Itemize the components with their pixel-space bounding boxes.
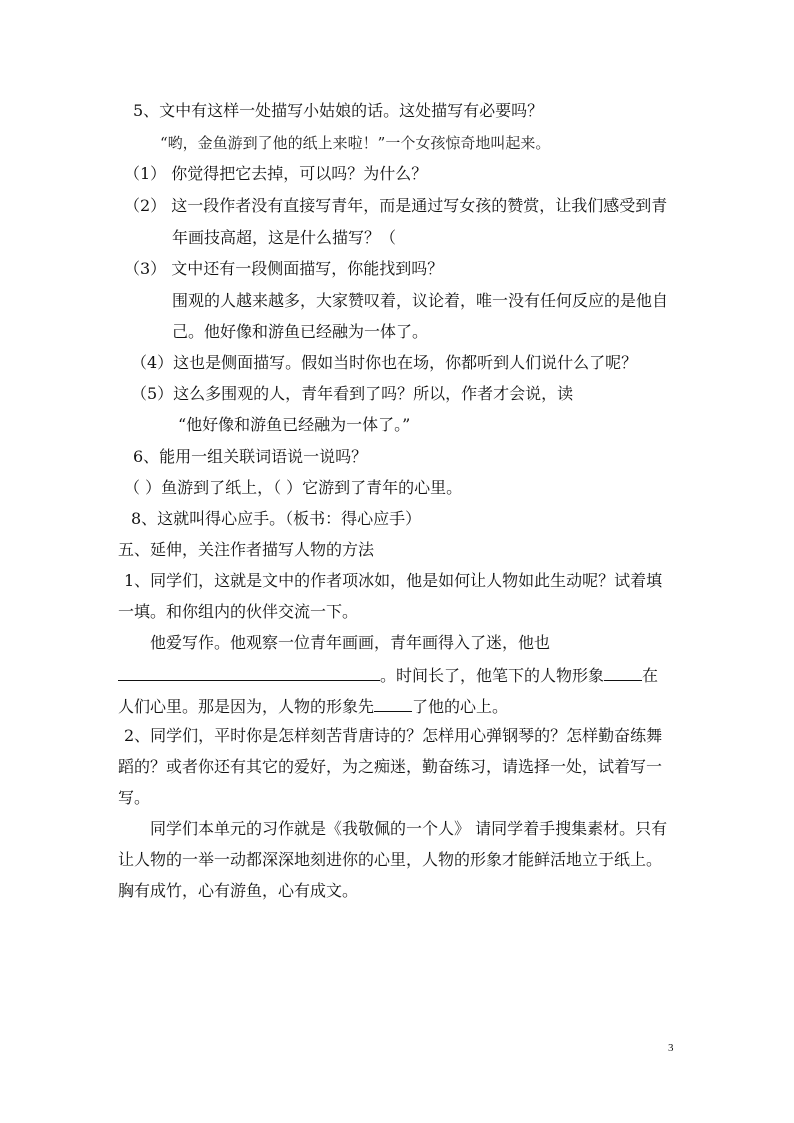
quote-girl: “哟，金鱼游到了他的纸上来啦！”一个女孩惊奇地叫起来。: [160, 134, 551, 152]
closing-paragraph-cont: 让人物的一举一动都深深地刻进你的心里，人物的形象才能鲜活地立于纸上。: [118, 850, 663, 869]
closing-paragraph-end: 胸有成竹，心有游鱼，心有成文。: [118, 881, 359, 900]
fill-paragraph-line-2: [118, 663, 658, 687]
fill-paragraph-line-1: 他爱写作。他观察一位青年画画，青年画得入了迷，他也: [150, 633, 551, 652]
page-number: 3: [668, 1042, 674, 1054]
section-5-item-2-cont: 蹈的？或者你还有其它的爱好，为之痴迷，勤奋练习，请选择一处，试着写一: [118, 757, 663, 776]
quote-crowd: 围观的人越来越多，大家赞叹着，议论着，唯一没有任何反应的是他自: [172, 291, 669, 310]
section-5-item-1-cont: 一填。和你组内的伙伴交流一下。: [118, 602, 359, 621]
question-5-5: （5）这么多围观的人，青年看到了吗？所以，作者才会说，读: [131, 384, 574, 403]
question-8: 8、这就叫得心应手。（板书：得心应手）: [131, 509, 422, 528]
fill-blank-3[interactable]: [374, 694, 412, 712]
section-5-item-2: 2、同学们，平时你是怎样刻苦背唐诗的？怎样用心弹钢琴的？怎样勤奋练舞: [124, 726, 663, 745]
section-5-heading: 五、延伸，关注作者描写人物的方法: [118, 540, 375, 559]
question-6: 6、能用一组关联词语说一说吗？: [133, 447, 368, 466]
question-5: 5、文中有这样一处描写小姑娘的话。这处描写有必要吗？: [133, 101, 544, 120]
question-5-3: （3） 文中还有一段侧面描写，你能找到吗？: [124, 259, 444, 278]
quote-merge: “他好像和游鱼已经融为一体了。”: [178, 415, 411, 434]
fill-blank-1[interactable]: [118, 663, 380, 681]
closing-paragraph: 同学们本单元的习作就是《我敬佩的一个人》 请同学着手搜集素材。只有: [150, 819, 668, 838]
quote-crowd-cont: 己。他好像和游鱼已经融为一体了。: [172, 322, 429, 341]
fill-text-zai: 在: [642, 666, 659, 685]
question-5-1: （1） 你觉得把它去掉，可以吗？为什么？: [124, 164, 428, 183]
section-5-item-1: 1、同学们，这就是文中的作者项冰如，他是如何让人物如此生动呢？试着填: [124, 571, 663, 590]
fill-paragraph-line-3: [118, 694, 508, 718]
section-5-item-2-end: 写。: [118, 788, 151, 807]
question-5-2-cont: 年画技高超，这是什么描写？（: [172, 228, 397, 247]
question-5-4: （4）这也是侧面描写。假如当时你也在场，你都听到人们说什么了呢？: [131, 353, 638, 372]
fill-text-time: 。时间长了，他笔下的人物形象: [380, 666, 605, 685]
fill-text-heart: 了他的心上。: [412, 697, 509, 716]
fill-blank-2[interactable]: [604, 663, 642, 681]
question-5-2: （2） 这一段作者没有直接写青年，而是通过写女孩的赞赏，让我们感受到青: [124, 196, 668, 215]
fill-text-because: 人们心里。那是因为，人物的形象先: [118, 697, 375, 716]
question-6-fill: （ ）鱼游到了纸上，（ ）它游到了青年的心里。: [124, 478, 463, 497]
